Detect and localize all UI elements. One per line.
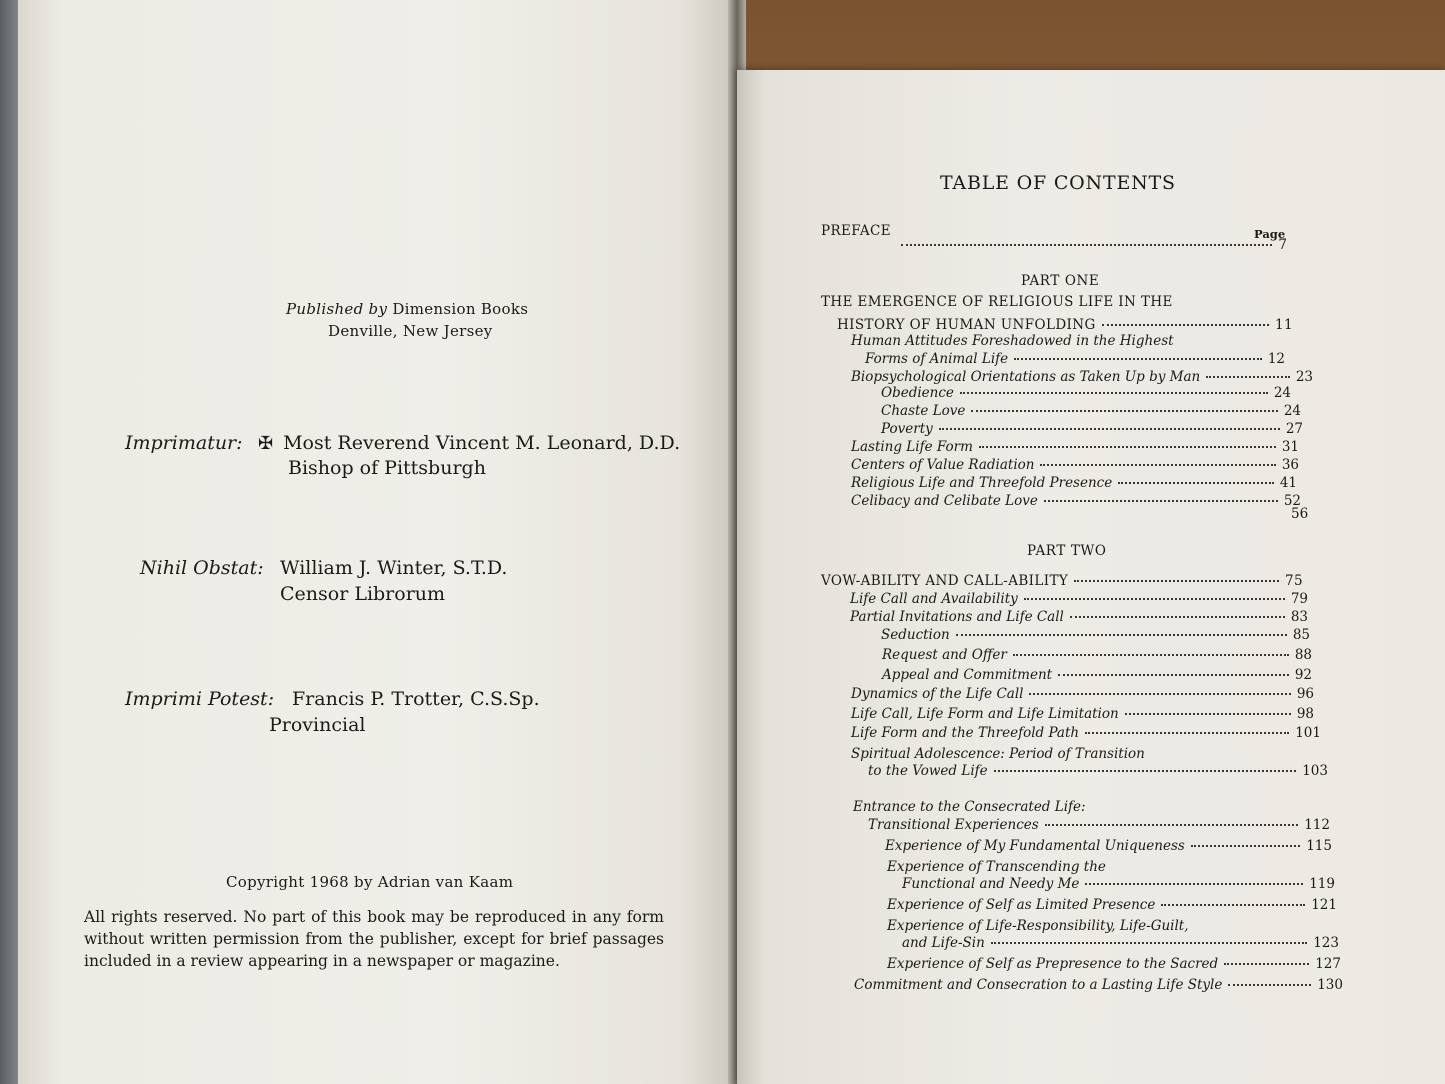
copyright-line: Copyright 1968 by Adrian van Kaam <box>226 873 514 891</box>
publisher-name: Dimension Books <box>392 300 529 318</box>
toc-entry: Experience of My Fundamental Uniqueness 115 <box>885 838 1332 854</box>
toc-entry-line: Entrance to the Consecrated Life: <box>853 799 1086 815</box>
publisher-line <box>286 300 528 318</box>
toc-entry: Request and Offer 88 <box>882 647 1312 663</box>
toc-page-number: 7 <box>1278 237 1287 253</box>
toc-preface-leader <box>901 237 1287 253</box>
imprimatur-name-line <box>258 432 680 454</box>
toc-entry: Celibacy and Celibate Love 52 <box>851 493 1301 509</box>
toc-entry-line: Experience of Life-Responsibility, Life-Guilt, <box>887 918 1189 934</box>
toc-page <box>737 70 1445 1084</box>
toc-entry: Seduction 85 <box>881 627 1310 643</box>
imprimatur-title: Bishop of Pittsburgh <box>288 457 486 479</box>
toc-entry-line: Experience of Transcending the <box>887 859 1106 875</box>
toc-entry: Poverty 27 <box>881 421 1303 437</box>
imprimi-potest-label: Imprimi Potest: <box>125 688 275 710</box>
toc-entry: Centers of Value Radiation 36 <box>851 457 1299 473</box>
toc-entry: to the Vowed Life 103 <box>868 763 1328 779</box>
toc-entry: Lasting Life Form 31 <box>851 439 1299 455</box>
part-two-heading: PART TWO <box>1027 543 1107 559</box>
toc-entry-line: Human Attitudes Foreshadowed in the Highest <box>851 333 1174 349</box>
toc-entry: Obedience 24 <box>881 385 1291 401</box>
toc-entry: Religious Life and Threefold Presence 41 <box>851 475 1297 491</box>
imprimatur-label: Imprimatur: <box>125 432 243 454</box>
toc-title: TABLE OF CONTENTS <box>940 172 1176 194</box>
toc-page-number: 56 <box>1291 506 1309 522</box>
cross-icon: ✠ <box>258 433 274 454</box>
toc-entry: Forms of Animal Life 12 <box>865 351 1285 367</box>
toc-entry: Experience of Self as Prepresence to the Sacred 127 <box>887 956 1341 972</box>
part-one-heading: PART ONE <box>1021 273 1100 289</box>
toc-entry: HISTORY OF HUMAN UNFOLDING 11 <box>837 317 1293 333</box>
toc-entry: Appeal and Commitment 92 <box>882 667 1312 683</box>
toc-entry: Partial Invitations and Life Call 83 <box>850 609 1308 625</box>
toc-entry: Dynamics of the Life Call 96 <box>851 686 1314 702</box>
left-page <box>18 0 736 1084</box>
published-by-label: Published by <box>286 300 388 318</box>
publisher-location: Denville, New Jersey <box>328 322 493 340</box>
toc-entry: Functional and Needy Me 119 <box>902 876 1335 892</box>
nihil-obstat-label: Nihil Obstat: <box>140 557 264 579</box>
toc-entry: Life Call and Availability 79 <box>850 591 1308 607</box>
toc-entry: VOW-ABILITY AND CALL-ABILITY 75 <box>821 573 1303 589</box>
toc-entry: and Life-Sin 123 <box>902 935 1339 951</box>
nihil-obstat-name: William J. Winter, S.T.D. <box>280 557 508 579</box>
imprimatur-name: Most Reverend Vincent M. Leonard, D.D. <box>283 432 681 454</box>
part-one-title-line1: THE EMERGENCE OF RELIGIOUS LIFE IN THE <box>821 294 1173 310</box>
toc-preface: PREFACE <box>821 223 892 239</box>
toc-entry: Commitment and Consecration to a Lasting Life Style 130 <box>854 977 1343 993</box>
toc-entry: Transitional Experiences 112 <box>868 817 1330 833</box>
imprimi-potest-name: Francis P. Trotter, C.S.Sp. <box>292 688 540 710</box>
nihil-obstat-title: Censor Librorum <box>280 583 446 605</box>
toc-entry: Chaste Love 24 <box>881 403 1301 419</box>
toc-entry: Life Form and the Threefold Path 101 <box>851 725 1321 741</box>
toc-entry-line: Spiritual Adolescence: Period of Transition <box>851 746 1145 762</box>
page-column-label: Page <box>1254 227 1286 241</box>
imprimi-potest-title: Provincial <box>269 714 366 736</box>
toc-entry: Biopsychological Orientations as Taken Up by Man 23 <box>851 369 1313 385</box>
toc-entry: Experience of Self as Limited Presence 121 <box>887 897 1337 913</box>
rights-paragraph: All rights reserved. No part of this book may be reproduced in any form without written permission from the publisher, except for brief passages included in a review appearing in a newspaper or magazine. <box>84 908 664 970</box>
toc-entry: Life Call, Life Form and Life Limitation 98 <box>851 706 1314 722</box>
